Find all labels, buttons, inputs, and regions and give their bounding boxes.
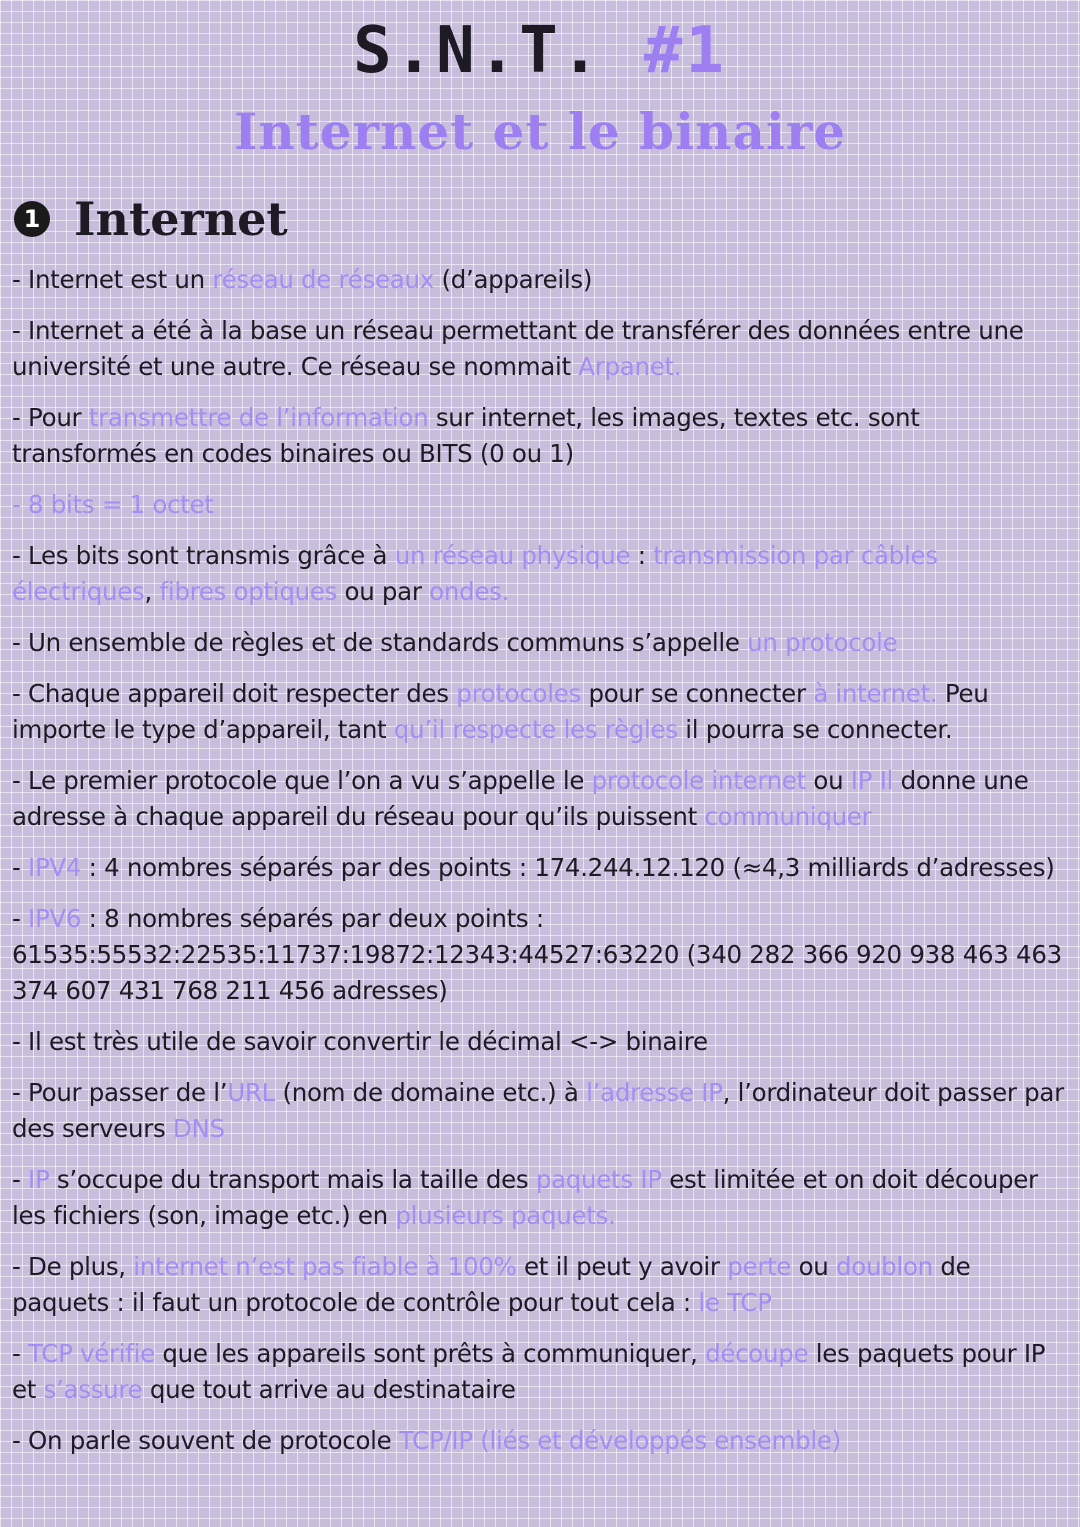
highlighted-term: réseau de réseaux (212, 265, 434, 294)
highlighted-term: internet n’est pas fiable à 100% (133, 1252, 517, 1281)
note-text: Peu importe le type d’appareil, tant (12, 679, 989, 744)
highlighted-term: qu’il respecte les règles (393, 715, 678, 744)
note-text: - On parle souvent de protocole (12, 1426, 399, 1455)
highlighted-term: transmission par câbles électriques (12, 541, 938, 606)
note-text: et il peut y avoir (516, 1252, 728, 1281)
highlighted-term: l’adresse IP (586, 1078, 723, 1107)
note-text: (nom de domaine etc.) à (274, 1078, 587, 1107)
highlighted-term: IPV6 (28, 904, 82, 933)
highlighted-term: paquets IP (535, 1165, 662, 1194)
highlighted-term: un réseau physique (394, 541, 631, 570)
note-item (12, 763, 1070, 835)
note-text: ou (805, 766, 851, 795)
notes-body (12, 262, 1070, 1474)
note-text: - Internet a été à la base un réseau permettant de transférer des données entre une université et une autre. Ce réseau se nommait (12, 316, 1024, 381)
note-text: : 4 nombres séparés par des points : 174.244.12.120 (≈4,3 milliards d’adresses) (81, 853, 1055, 882)
note-text: pour se connecter (580, 679, 814, 708)
note-item (12, 1249, 1070, 1321)
highlighted-term: à internet. (813, 679, 938, 708)
note-item (12, 1162, 1070, 1234)
note-text: - (12, 1339, 29, 1368)
highlighted-term: Arpanet. (578, 352, 682, 381)
note-text: , (144, 577, 160, 606)
note-item (12, 625, 1070, 661)
note-text: de paquets : il faut un protocole de contrôle pour tout cela : (12, 1252, 971, 1317)
note-text: les paquets pour IP et (12, 1339, 1046, 1404)
highlighted-term: un protocole (747, 628, 898, 657)
note-text: ou par (337, 577, 430, 606)
highlighted-term: s’assure (43, 1375, 143, 1404)
highlighted-term: plusieurs paquets. (395, 1201, 616, 1230)
title-number: #1 (643, 14, 727, 88)
note-text: - Les bits sont transmis grâce à (12, 541, 395, 570)
note-text: ou (791, 1252, 836, 1281)
title-main: S.N.T. (353, 14, 603, 88)
note-text: il pourra se connecter. (677, 715, 953, 744)
highlighted-term: ondes. (429, 577, 510, 606)
note-text: - Chaque appareil doit respecter des (12, 679, 457, 708)
highlighted-term: IP (28, 1165, 50, 1194)
note-text: - Le premier protocole que l’on a vu s’appelle le (12, 766, 592, 795)
note-text: donne une adresse à chaque appareil du réseau pour qu’ils puissent (12, 766, 1029, 831)
highlighted-term: DNS (172, 1114, 225, 1143)
note-text: - Pour (12, 403, 89, 432)
note-text: - (12, 853, 29, 882)
note-text (872, 766, 880, 795)
highlighted-term: - 8 bits = 1 octet (12, 490, 214, 519)
note-item (12, 1075, 1070, 1147)
highlighted-term: URL (227, 1078, 275, 1107)
note-text: que les appareils sont prêts à communiquer, (154, 1339, 706, 1368)
note-text: - (12, 904, 29, 933)
section-heading: Internet (74, 192, 288, 246)
note-item (12, 676, 1070, 748)
note-text: - Internet est un (12, 265, 213, 294)
note-item (12, 400, 1070, 472)
highlighted-term: doublon (836, 1252, 933, 1281)
note-text: est limitée et on doit découper les fichiers (son, image etc.) en (12, 1165, 1038, 1230)
note-text: - De plus, (12, 1252, 134, 1281)
page-subtitle: Internet et le binaire (233, 102, 847, 161)
note-text: - Il est très utile de savoir convertir le décimal <-> binaire (12, 1027, 708, 1056)
highlighted-term: protocole internet (591, 766, 806, 795)
note-item (12, 1024, 1070, 1060)
note-text: (d’appareils) (433, 265, 593, 294)
note-item (12, 1423, 1070, 1459)
note-item (12, 487, 1070, 523)
highlighted-term: IPV4 (28, 853, 82, 882)
note-text: que tout arrive au destinataire (142, 1375, 516, 1404)
highlighted-term: TCP/IP (liés et développés ensemble) (398, 1426, 841, 1455)
note-text: : 8 nombres séparés par deux points : 61535:55532:22535:11737:19872:12343:44527:63220 (340 282 366 920 938 463 463 374 607 431 768 211 456 adresses) (12, 904, 1062, 1005)
highlighted-term: perte (727, 1252, 792, 1281)
highlighted-term: transmettre de l’information (88, 403, 429, 432)
highlighted-term: communiquer (704, 802, 872, 831)
section-number-badge: 1 (14, 201, 50, 237)
highlighted-term: Il (879, 766, 894, 795)
highlighted-term: le TCP (698, 1288, 772, 1317)
highlighted-term: fibres optiques (159, 577, 338, 606)
note-item (12, 1336, 1070, 1408)
highlighted-term: protocoles (456, 679, 581, 708)
section-header (14, 192, 288, 246)
note-item (12, 538, 1070, 610)
note-item (12, 262, 1070, 298)
note-text: - (12, 1165, 29, 1194)
note-text: - Un ensemble de règles et de standards communs s’appelle (12, 628, 748, 657)
highlighted-term: découpe (705, 1339, 809, 1368)
highlighted-term: IP (850, 766, 873, 795)
note-text: , l’ordinateur doit passer par des serveurs (12, 1078, 1064, 1143)
note-item (12, 901, 1070, 1009)
note-text: s’occupe du transport mais la taille des (49, 1165, 536, 1194)
page-title (0, 14, 1080, 88)
note-text: sur internet, les images, textes etc. sont transformés en codes binaires ou BITS (0 ou 1) (12, 403, 920, 468)
note-text: : (630, 541, 654, 570)
note-text: - Pour passer de l’ (12, 1078, 228, 1107)
note-item (12, 850, 1070, 886)
note-item (12, 313, 1070, 385)
highlighted-term: TCP vérifie (28, 1339, 155, 1368)
